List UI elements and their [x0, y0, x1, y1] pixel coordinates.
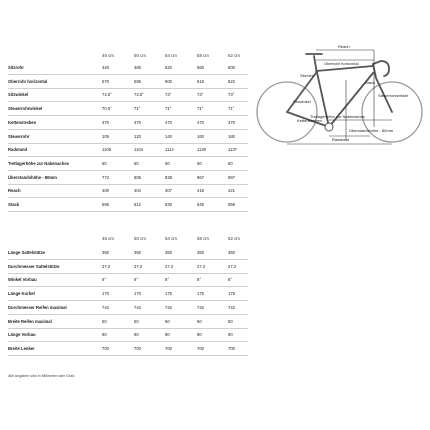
value-cell: 60 — [102, 160, 107, 166]
value-cell: 60 — [165, 160, 170, 166]
row-label: Reach — [8, 188, 21, 194]
value-cell: 160 — [197, 133, 204, 139]
table-row — [8, 76, 248, 89]
size-header-cell: 50 cm — [134, 236, 146, 241]
bottom-bracket — [325, 123, 333, 131]
value-cell: 1137 — [228, 147, 238, 153]
value-cell: 630 — [165, 202, 172, 207]
value-cell: 50 — [102, 318, 107, 324]
size-header-cell: 50 cm — [134, 53, 146, 58]
table-row — [8, 343, 248, 356]
value-cell: 772 — [102, 174, 109, 180]
row-label: Tretlagerhöhe zur Nabenachse — [8, 160, 69, 166]
value-cell: 742 — [134, 304, 141, 310]
value-cell: 90 — [228, 332, 233, 338]
value-cell: 700 — [102, 345, 109, 351]
table-row — [8, 316, 248, 329]
value-cell: 350 — [102, 250, 109, 255]
size-header-cell: 62 cm — [228, 236, 240, 241]
size-header-cell: 62 cm — [228, 53, 240, 58]
label-standover: Überstandshöhe - 80mm — [349, 128, 394, 133]
value-cell: 50 — [165, 318, 170, 324]
seat-post — [314, 56, 316, 68]
head-tube — [373, 64, 376, 78]
size-header-cell: 58 cm — [197, 53, 209, 58]
value-cell: 659 — [228, 202, 235, 207]
row-label: Steuerrohrwinkel — [8, 106, 43, 112]
table-row — [8, 288, 248, 301]
value-cell: 595 — [102, 202, 109, 207]
size-header-cell: 54 cm — [165, 236, 177, 241]
value-cell: 71° — [165, 106, 172, 112]
value-cell: 180 — [228, 133, 235, 139]
table-row — [8, 144, 248, 157]
value-cell: 480 — [134, 65, 141, 70]
value-cell: 27.2 — [228, 263, 237, 269]
value-cell: 404 — [134, 188, 141, 194]
value-cell: 612 — [134, 202, 141, 207]
label-stack: Stack — [365, 80, 376, 85]
value-cell: 74.5° — [102, 92, 112, 98]
row-label: Steuerrohr — [8, 133, 30, 139]
table-row — [8, 89, 248, 102]
size-header-cell: 54 cm — [165, 53, 177, 58]
value-cell: 700 — [228, 345, 235, 351]
value-cell: 421 — [228, 188, 235, 194]
value-cell: 170 — [134, 291, 141, 297]
value-cell: 90 — [102, 332, 107, 338]
value-cell: 6° — [102, 277, 107, 283]
row-label: Radstand — [8, 147, 28, 153]
label-seat-angle: Sitzwinkel — [293, 99, 311, 104]
value-cell: 175 — [228, 291, 235, 297]
label-bb-height: Tretlagerhöhe zur Nabenachse — [310, 114, 365, 119]
value-cell: 570 — [102, 78, 109, 84]
value-cell: 27.2 — [197, 263, 206, 269]
seat-stay — [287, 73, 316, 112]
value-cell: 27.2 — [165, 263, 174, 269]
value-cell: 742 — [165, 304, 172, 310]
value-cell: 73° — [165, 92, 172, 98]
table-row — [8, 261, 248, 274]
table-row — [8, 247, 248, 260]
value-cell: 50 — [197, 318, 202, 324]
value-cell: 470 — [197, 119, 204, 125]
value-cell: 71° — [228, 106, 235, 112]
label-chainstay: Kettenstreben — [297, 118, 322, 123]
value-cell: 6° — [228, 277, 233, 283]
value-cell: 350 — [228, 250, 235, 255]
value-cell: 742 — [197, 304, 204, 310]
row-label: Kettenstreben — [8, 119, 37, 125]
table-row — [8, 62, 248, 75]
row-label: Oberrohr horizontal — [8, 78, 48, 84]
value-cell: 1114 — [165, 147, 174, 153]
value-cell: 1104 — [134, 147, 144, 153]
value-cell: 700 — [134, 345, 141, 351]
value-cell: 645 — [197, 202, 204, 207]
value-cell: 622 — [228, 78, 235, 84]
value-cell: 470 — [165, 119, 172, 125]
value-cell: 71° — [134, 106, 141, 112]
row-label: Länge Kurbel — [8, 291, 35, 297]
value-cell: 440 — [102, 65, 109, 70]
row-label: Durchmesser Sattelstütze — [8, 263, 60, 269]
table-row — [8, 302, 248, 315]
label-top-tube: Oberrohr horizontal — [324, 61, 359, 66]
value-cell: 90 — [165, 332, 170, 338]
table-row — [8, 117, 248, 130]
value-cell: 867 — [197, 174, 204, 180]
label-wheelbase: Radstand — [332, 137, 350, 142]
value-cell: 73° — [197, 92, 204, 98]
value-cell: 120 — [134, 133, 141, 139]
value-cell: 73° — [228, 92, 235, 98]
row-label: Länge Sattelstütze — [8, 250, 45, 255]
value-cell: 90 — [134, 332, 139, 338]
table-row — [8, 199, 248, 212]
value-cell: 470 — [102, 119, 109, 125]
value-cell: 350 — [165, 250, 172, 255]
value-cell: 60 — [134, 160, 139, 166]
value-cell: 1105 — [102, 147, 112, 153]
handlebar — [381, 61, 389, 76]
row-label: Stack — [8, 202, 20, 207]
value-cell: 520 — [165, 65, 172, 70]
bike-geometry-diagram — [252, 40, 430, 170]
value-cell: 175 — [165, 291, 172, 297]
value-cell: 600 — [228, 65, 235, 70]
table-row — [8, 172, 248, 185]
value-cell: 470 — [228, 119, 235, 125]
value-cell: 700 — [197, 345, 204, 351]
value-cell: 70.5° — [102, 106, 112, 112]
value-cell: 615 — [197, 78, 204, 84]
label-seat-tube: Sitzrohr — [300, 73, 314, 78]
row-label: Durchmesser Reifen maximal — [8, 304, 67, 310]
table-row — [8, 274, 248, 287]
value-cell: 50 — [228, 318, 233, 324]
value-cell: 350 — [197, 250, 204, 255]
size-header-cell: 46 cm — [102, 53, 114, 58]
value-cell: 73.5° — [134, 92, 144, 98]
value-cell: 560 — [197, 65, 204, 70]
value-cell: 60 — [197, 160, 202, 166]
value-cell: 470 — [134, 119, 141, 125]
table-row — [8, 158, 248, 171]
value-cell: 105 — [102, 133, 109, 139]
row-label: Breite Reifen maximal — [8, 318, 52, 324]
row-label: Winkel Vorbau — [8, 277, 37, 283]
value-cell: 1130 — [197, 147, 207, 153]
value-cell: 600 — [165, 78, 172, 84]
value-cell: 71° — [197, 106, 204, 112]
value-cell: 897 — [228, 174, 235, 180]
value-cell: 350 — [134, 250, 141, 255]
value-cell: 418 — [197, 188, 204, 194]
table-row — [8, 103, 248, 116]
row-label: Länge Vorbau — [8, 332, 36, 338]
value-cell: 90 — [197, 332, 202, 338]
value-cell: 407 — [165, 188, 172, 194]
table-row — [8, 329, 248, 342]
row-label: Breite Lenker — [8, 345, 35, 351]
value-cell: 6° — [134, 277, 139, 283]
value-cell: 60 — [228, 160, 233, 166]
value-cell: 742 — [102, 304, 109, 310]
value-cell: 585 — [134, 78, 141, 84]
row-label: Sitzwinkel — [8, 92, 29, 98]
value-cell: 27.2 — [134, 263, 143, 269]
value-cell: 805 — [134, 174, 141, 180]
table-row — [8, 131, 248, 144]
label-head-angle: Steuerrohrwinkel — [378, 93, 409, 98]
table-row — [8, 185, 248, 198]
value-cell: 170 — [102, 291, 109, 297]
value-cell: 27.2 — [102, 263, 111, 269]
value-cell: 6° — [197, 277, 202, 283]
size-header-cell: 46 cm — [102, 236, 114, 241]
value-cell: 50 — [134, 318, 139, 324]
label-reach: Reach — [338, 44, 350, 49]
value-cell: 700 — [165, 345, 172, 351]
value-cell: 742 — [228, 304, 235, 310]
top-tube — [316, 66, 373, 71]
value-cell: 140 — [165, 133, 172, 139]
size-header-cell: 58 cm — [197, 236, 209, 241]
value-cell: 838 — [165, 174, 172, 180]
footnote: Alle Angaben sind in Millimeter oder Grad. — [8, 374, 76, 378]
row-label: Überstandshöhe - 80mm — [8, 174, 57, 180]
row-label: Sitzrohr — [8, 65, 24, 70]
value-cell: 400 — [102, 188, 109, 194]
value-cell: 6° — [165, 277, 170, 283]
value-cell: 175 — [197, 291, 204, 297]
